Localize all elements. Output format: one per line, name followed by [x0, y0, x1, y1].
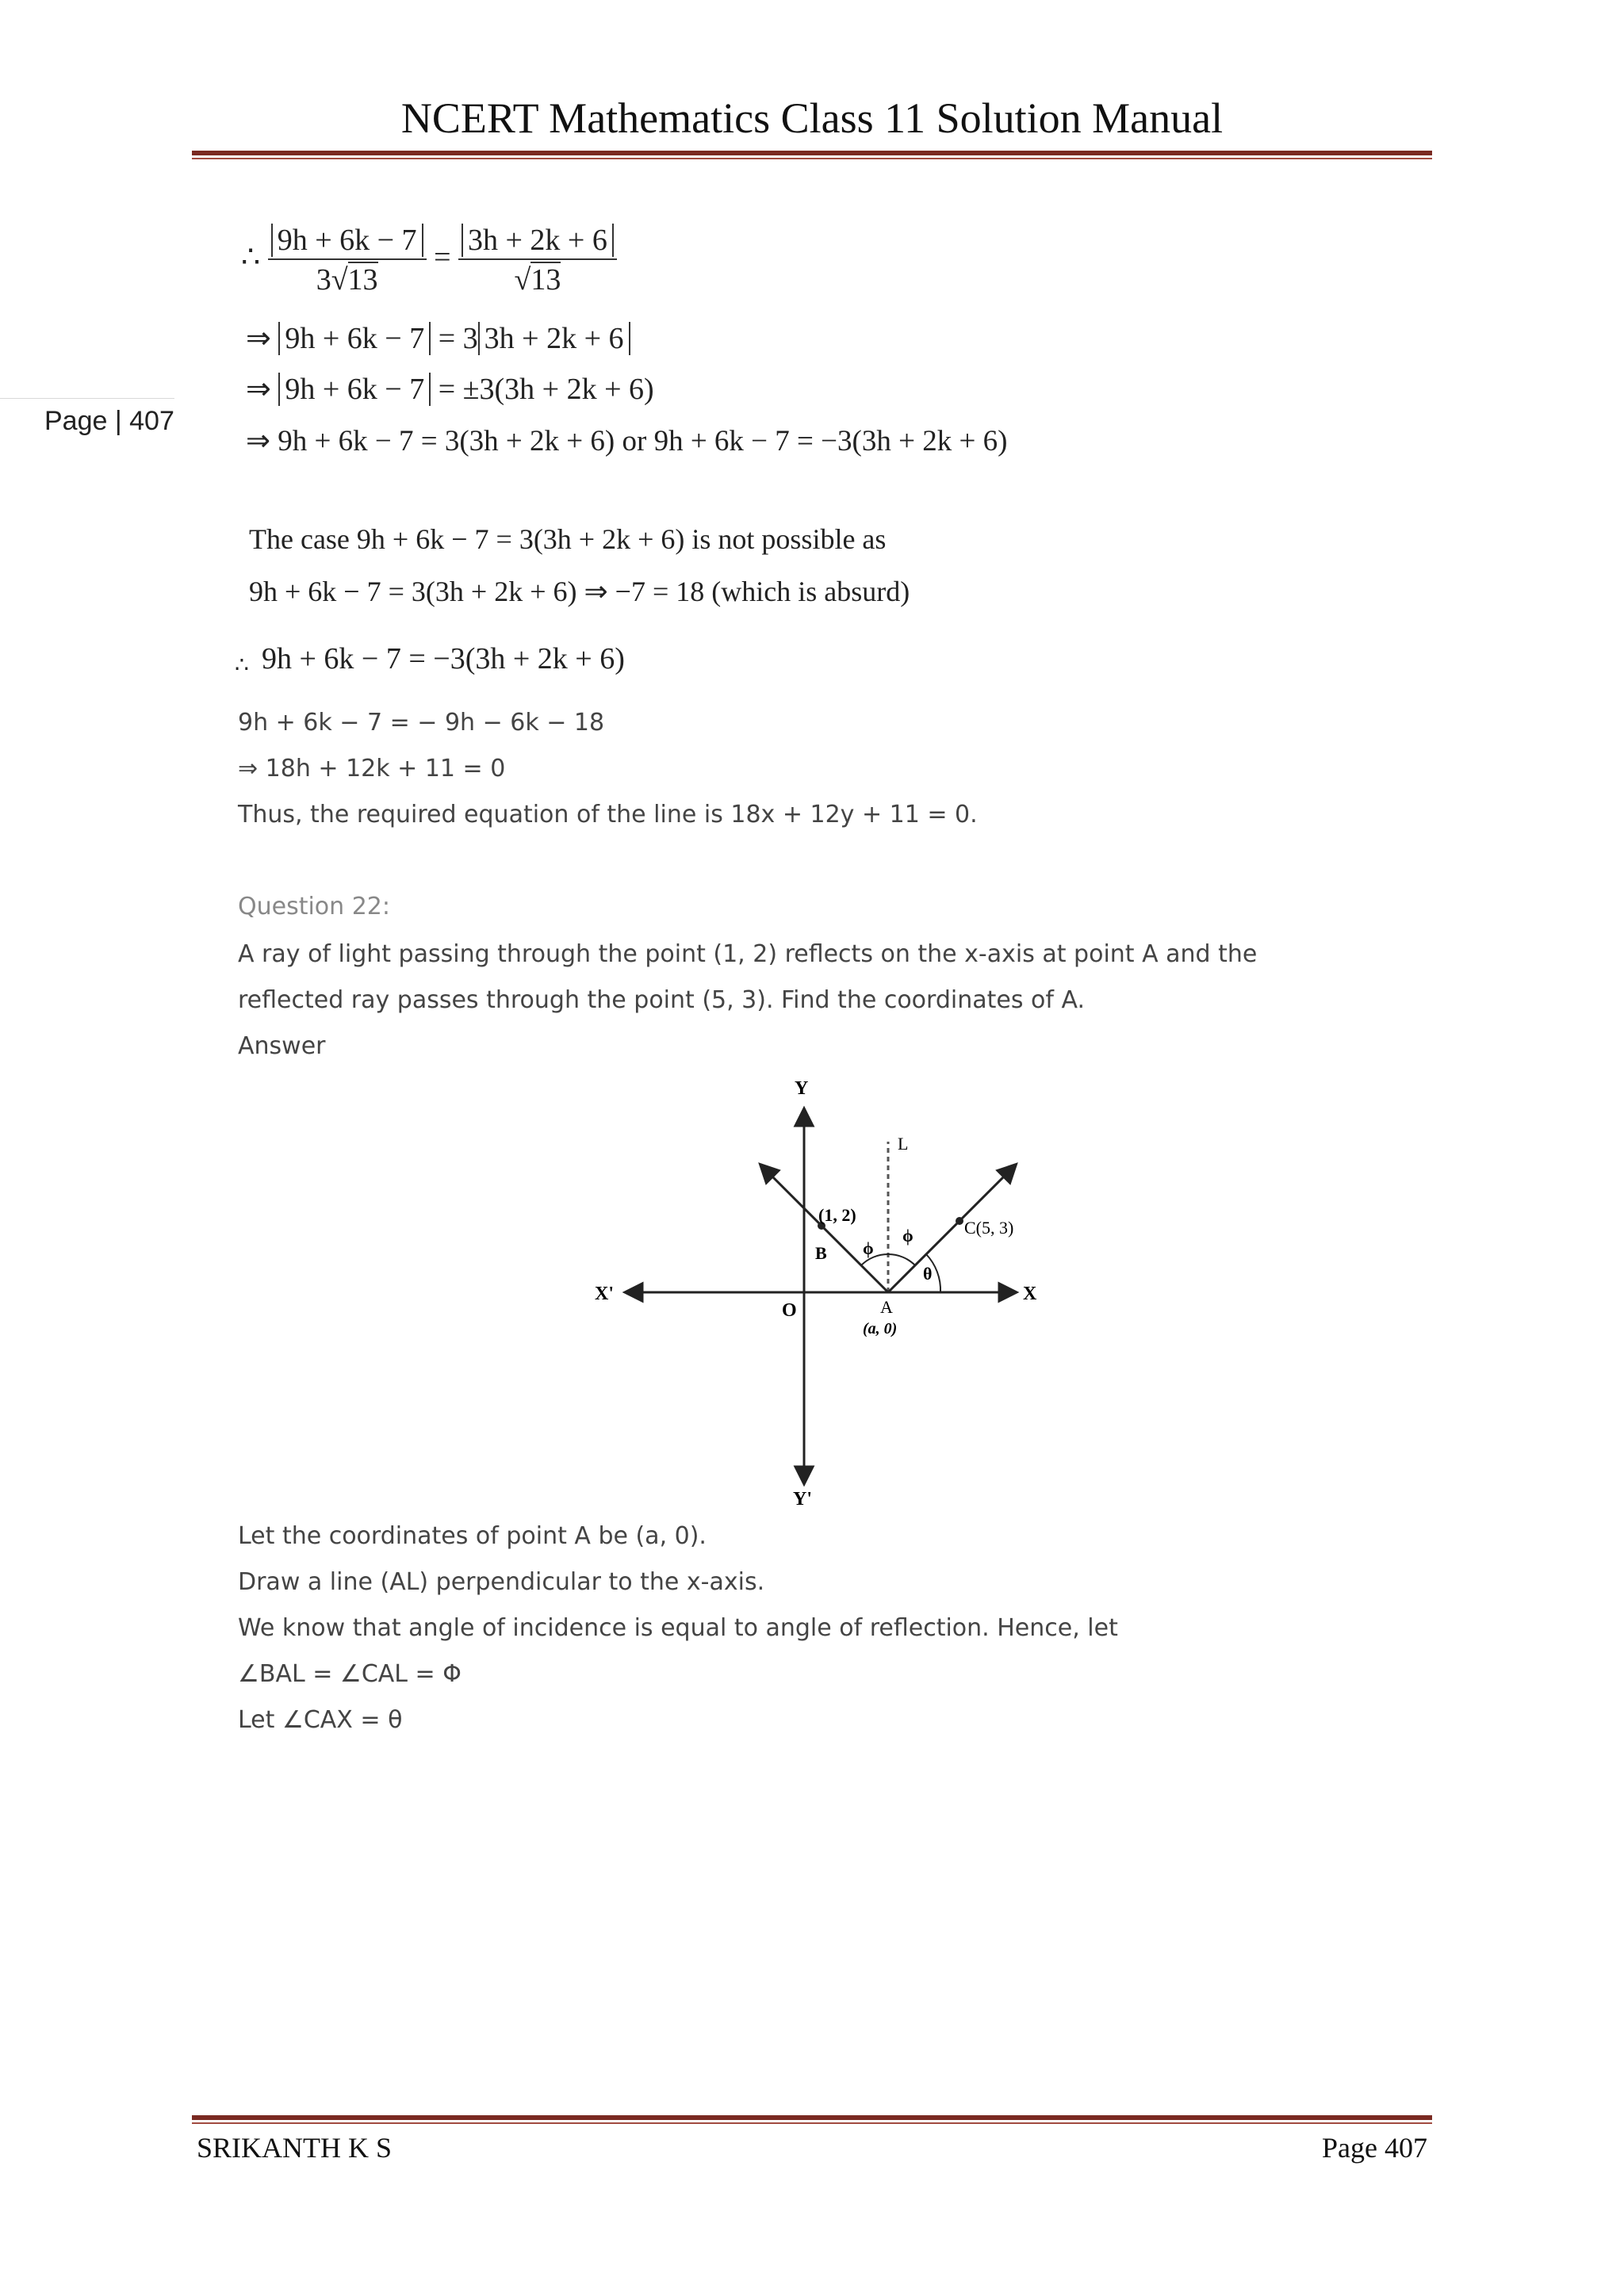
label-y-prime: Y' [793, 1489, 812, 1510]
therefore-symbol-2: ∴ [235, 653, 249, 678]
equation-line-4-body: 9h + 6k − 7 = 3(3h + 2k + 6) or 9h + 6k − 7 = −3(3h + 2k + 6) [278, 425, 1008, 457]
equation-line-3-right: = ±3(3h + 2k + 6) [438, 373, 654, 406]
side-divider [0, 398, 174, 399]
answer-line-4: ∠BAL = ∠CAL = Φ [238, 1660, 462, 1688]
frac-left-numerator: 9h + 6k − 7 [271, 224, 423, 257]
answer-line-1: Let the coordinates of point A be (a, 0). [238, 1522, 707, 1550]
frac-left-den-coef: 3 [316, 263, 331, 297]
angle-arc-cal [888, 1254, 915, 1265]
label-x: X [1023, 1284, 1037, 1304]
solution-line-3: Thus, the required equation of the line is 18x + 12y + 11 = 0. [238, 801, 978, 828]
label-x-prime: X' [595, 1284, 614, 1304]
label-phi-2: ϕ [902, 1226, 914, 1246]
implies-symbol: ⇒ [246, 322, 271, 355]
case-line: The case 9h + 6k − 7 = 3(3h + 2k + 6) is not possible as [249, 523, 887, 555]
label-phi-1: ϕ [863, 1238, 874, 1258]
label-l: L [898, 1134, 909, 1154]
point-c [956, 1217, 963, 1225]
abs-expression: 9h + 6k − 7 [278, 373, 431, 406]
absurd-line: 9h + 6k − 7 = 3(3h + 2k + 6) ⇒ −7 = 18 (which is absurd) [249, 576, 910, 607]
header-rule [192, 151, 1432, 155]
footer-rule [192, 2115, 1432, 2120]
label-a-coord: (a, 0) [863, 1320, 898, 1337]
label-y: Y [795, 1078, 809, 1099]
fraction-right: $\frac{3h + 2k + 6}{√13}$ [458, 225, 617, 295]
fraction-left: $\frac{9h + 6k - 7}{3√13}$ [268, 225, 427, 295]
question-text-2: reflected ray passes through the point (5, 3). Find the coordinates of A. [238, 986, 1085, 1014]
label-a: A [880, 1297, 893, 1317]
answer-label: Answer [238, 1032, 326, 1060]
solution-line-2: ⇒ 18h + 12k + 11 = 0 [238, 755, 506, 783]
footer-page-number: Page 407 [1322, 2132, 1427, 2164]
question-heading: Question 22: [238, 893, 390, 920]
solution-line-1: 9h + 6k − 7 = − 9h − 6k − 18 [238, 709, 605, 737]
conclusion-equation: 9h + 6k − 7 = −3(3h + 2k + 6) [262, 642, 625, 675]
equation-line-3 [246, 374, 654, 404]
side-page-label: Page | 407 [44, 406, 174, 436]
label-c: C(5, 3) [964, 1218, 1014, 1238]
reflection-diagram [571, 1070, 1063, 1514]
equals-sign: = [434, 240, 451, 274]
footer-author: SRIKANTH K S [197, 2132, 393, 2164]
frac-left-den-radicand: 13 [347, 263, 378, 297]
question-text-1: A ray of light passing through the point (1, 2) reflects on the x-axis at point A and the [238, 940, 1258, 968]
header-rule-thin [192, 158, 1432, 159]
incident-ray [761, 1165, 888, 1292]
therefore-symbol: ∴ [241, 240, 261, 274]
equation-line-4 [246, 427, 1007, 456]
frac-right-numerator: 3h + 2k + 6 [462, 224, 614, 257]
answer-line-5: Let ∠CAX = θ [238, 1706, 403, 1734]
implies-symbol: ⇒ [246, 373, 271, 406]
label-b: B [815, 1243, 827, 1263]
abs-expression-right: 3h + 2k + 6 [478, 322, 630, 355]
equation-line-2 [246, 323, 630, 354]
answer-line-2: Draw a line (AL) perpendicular to the x-axis. [238, 1568, 765, 1596]
footer-rule-thin [192, 2122, 1432, 2124]
equation-line-1 [241, 225, 617, 295]
label-theta: θ [923, 1264, 933, 1284]
abs-expression-left: 9h + 6k − 7 [278, 322, 431, 355]
page-title: NCERT Mathematics Class 11 Solution Manual [400, 94, 1224, 142]
answer-line-3: We know that angle of incidence is equal to angle of reflection. Hence, let [238, 1614, 1118, 1642]
implies-symbol: ⇒ [246, 425, 271, 457]
frac-right-den-radicand: 13 [530, 263, 561, 297]
label-origin: O [782, 1300, 797, 1321]
label-point-b-coord: (1, 2) [818, 1205, 856, 1225]
equation-line-2-right: = 3 [438, 322, 478, 355]
